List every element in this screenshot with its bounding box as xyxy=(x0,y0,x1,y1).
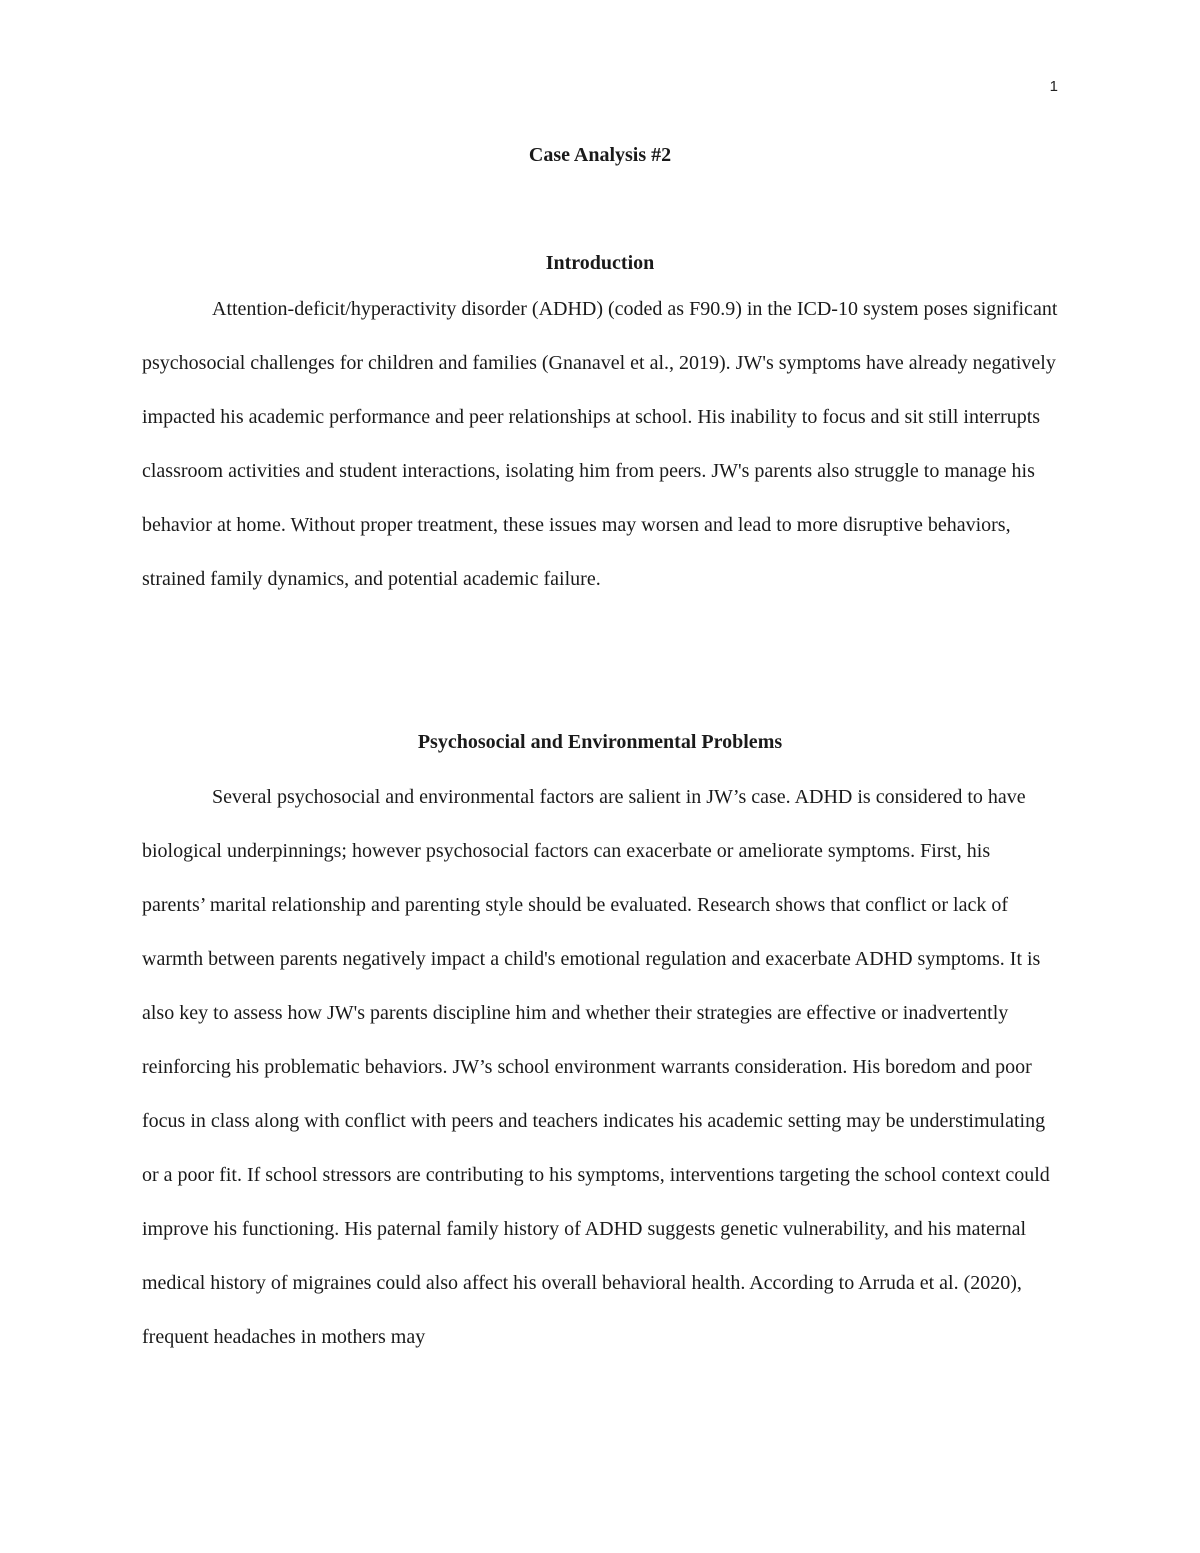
page-number: 1 xyxy=(1049,78,1058,95)
psychosocial-paragraph: Several psychosocial and environmental factors are salient in JW’s case. ADHD is considered to have biological underpinnings; however psychosocial factors can exacerbate or ameliorate symptoms. First, his parents’ marital relationship and parenting style should be evaluated. Research shows that conflict or lack of warmth between parents negatively impact a child's emotional regulation and exacerbate ADHD symptoms. It is also key to assess how JW's parents discipline him and whether their strategies are effective or inadvertently reinforcing his problematic behaviors. JW’s school environment warrants consideration. His boredom and poor focus in class along with conflict with peers and teachers indicates his academic setting may be understimulating or a poor fit. If school stressors are contributing to his symptoms, interventions targeting the school context could improve his functioning. His paternal family history of ADHD suggests genetic vulnerability, and his maternal medical history of migraines could also affect his overall behavioral health. According to Arruda et al. (2020), frequent headaches in mothers may xyxy=(142,786,1050,1348)
section-heading-psychosocial: Psychosocial and Environmental Problems xyxy=(417,731,783,753)
document-title: Case Analysis #2 xyxy=(528,144,672,166)
introduction-paragraph: Attention-deficit/hyperactivity disorder (ADHD) (coded as F90.9) in the ICD-10 system poses significant psychosocial challenges for children and families (Gnanavel et al., 2019). JW's symptoms have already negatively impacted his academic performance and peer relationships at school. His inability to focus and sit still interrupts classroom activities and student interactions, isolating him from peers. JW's parents also struggle to manage his behavior at home. Without proper treatment, these issues may worsen and lead to more disruptive behaviors, strained family dynamics, and potential academic failure. xyxy=(142,298,1058,590)
section-heading-introduction: Introduction xyxy=(545,252,655,274)
